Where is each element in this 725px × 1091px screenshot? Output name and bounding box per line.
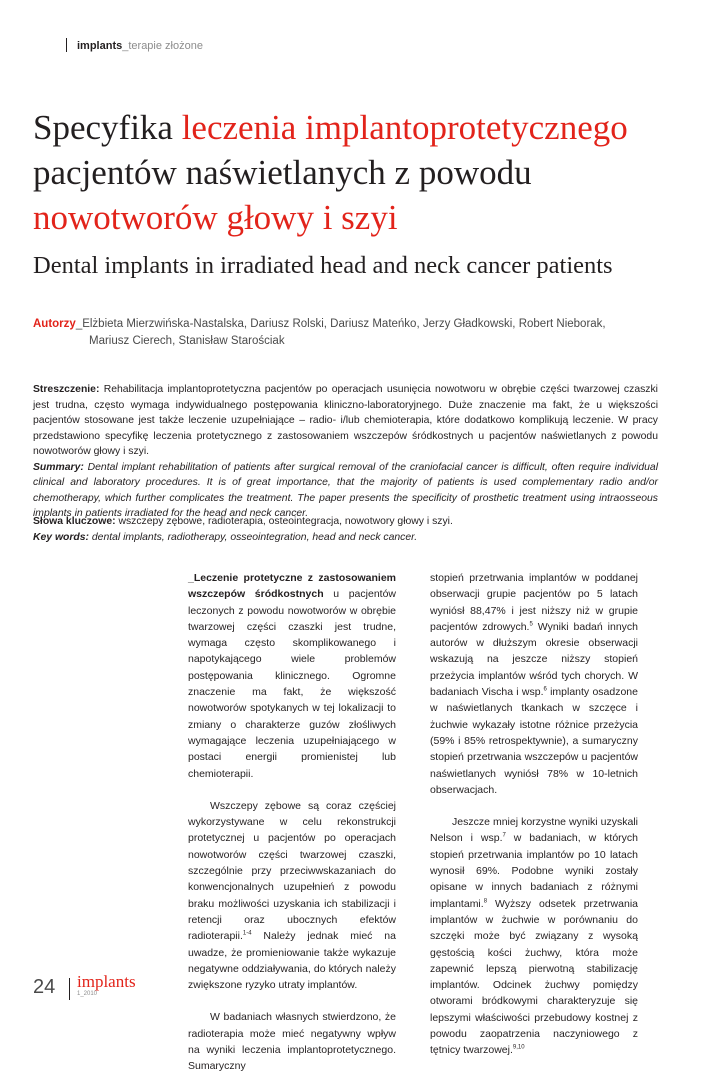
body-text: implanty osadzone w naświetlanych tkankach w szczęce i żuchwie wykazały istotne różnice przeżycia (59% i 85% retrospektywnie), a sumaryczny stopień przetrwania wszczepów u pacjentów naświetlanych wyniósł 78% w 10-letnich obserwacjach. [430,686,638,796]
abstract-en-text: Dental implant rehabilitation of patients after surgical removal of the craniofacial cancer is difficult, often require individual clinical and laboratory procedures. It is of great importance, that the majority of patients is used complementary radio and/or chemotherapy, which further complicates the treatment. The paper presents the specificity of prosthetic treatment using intraosseous implants in patients irradiated for the head and neck cancer. [33,461,658,519]
body-text: Wszczepy zębowe są coraz częściej wykorzystywane w celu rekonstrukcji protetycznej u pacjentów po operacjach nowotworów części twarzowej czaszki, szczególnie przy przeciwwskazaniach do konwencjonalnych uzupełnień z powodu braku możliwości uzyskania ich stabilizacji i retencji oraz ubocznych efektów radioterapii. [188,799,396,943]
citation: 5 [529,621,533,628]
body-text: Jeszcze mniej korzystne wyniki uzyskali Nelson i wsp. [430,816,638,845]
title-line3-red: nowotworów głowy i szyi [33,198,398,237]
body-text: stopień przetrwania implantów w poddanej obserwacji grupie pacjentów po 5 latach wyniósł 88,47% i jest niższy niż w grupie pacjentów zdrowych. [430,572,638,633]
body-paragraph [188,798,396,994]
authors-line1: _Elżbieta Mierzwińska-Nastalska, Dariusz Rolski, Dariusz Mateńko, Jerzy Gładkowski, Robert Nieborak, [75,318,606,330]
keywords-pl-text: wszczepy zębowe, radioterapia, osteointegracja, nowotwory głowy i szyi. [115,516,453,527]
page-number: 24 [33,976,56,998]
keywords-pl [33,514,673,530]
body-text: Wyższy odsetek przetrwania implantów w żuchwie w porównaniu do szczęki może być związany z wysoką gęstością kości żuchwy, która może zapewnić lepszą pierwotną stabilizację implantów. Odcinek żuchwy pomiędzy otworami bródkowymi charakteryzuje się lepszymi właściwości przebudowy kostnej z powodu zaopatrzenia naczyniowego z tętnicy twarzowej. [430,897,638,1057]
body-text: Wyniki badań innych autorów w dłuższym okresie obserwacji wskazują na jeszcze niższy stopień przeżycia implantów wśród tych chorych. W badaniach Vischa i wsp. [430,620,638,699]
keywords-en-text: dental implants, radiotherapy, osseointegration, head and neck cancer. [89,531,418,543]
title-line2: pacjentów naświetlanych z powodu [33,153,532,192]
citation: 7 [502,832,506,839]
abstract-en-label: Summary: [33,461,84,473]
body-paragraph [188,1009,396,1074]
keywords-en-label: Key words: [33,531,90,543]
body-text: W badaniach własnych stwierdzono, że radioterapia może mieć negatywny wpływ na wyniki leczenia implantoprotetycznego. Sumaryczny [188,1011,396,1073]
authors [33,316,673,350]
body-paragraph [430,570,638,798]
citation: 1-4 [242,930,252,937]
abstract-pl-text: Rehabilitacja implantoprotetyczna pacjentów po operacjach usunięcia nowotworu w obrębie części twarzowej czaszki jest trudna, często wymaga indywidualnego postępowania kliniczno-laboratoryjnego. Duże znaczenie ma fakt, że u większości pacjentów stosowane jest także leczenie uzupełniające – radio- i/lub chemioterapia, które dodatkowo komplikują leczenie. W pracy przedstawiono specyfikę leczenia protetycznego z zastosowaniem wszczepów śródkostnych u pacjentów naświetlanych z powodu nowotworów głowy i szyi. [33,384,658,457]
section-heading: _Leczenie protetyczne z zastosowaniem wszczepów śródkostnych [188,572,396,601]
journal-logo: implants [77,972,136,991]
header-subsection: _terapie złożone [122,40,203,52]
article-title [33,105,703,240]
abstract-pl-label: Streszczenie: [33,384,100,395]
keywords [33,514,673,545]
body-column-left [188,570,396,1091]
body-text: Należy jednak mieć na uwadze, że promieniowanie także wykazuje negatywne oddziaływania, do których należy zwiększone ryzyko utraty implantów. [188,930,396,992]
body-paragraph [188,570,396,782]
citation: 9,10 [512,1044,525,1051]
issue-number: 1_2010 [77,991,98,997]
abstract-pl [33,382,658,460]
footer-divider [69,978,70,1000]
body-text: w badaniach, w których stopień przetrwania implantów po 10 latach wynosił 69%. Podobne wyniki zostały opisane w innych badaniach z różnymi implantami. [430,832,638,910]
article-title-english: Dental implants in irradiated head and neck cancer patients [33,252,613,279]
citation: 8 [483,898,488,905]
citation: 6 [543,686,547,693]
abstract [33,382,658,522]
authors-label: Autorzy [33,318,76,330]
running-header [66,38,203,52]
abstract-en [33,460,658,522]
title-line1-black: Specyfika [33,108,182,147]
body-column-right [430,570,638,1075]
authors-line2: Mariusz Cierech, Stanisław Starościak [89,335,285,347]
header-section: implants [77,40,123,52]
keywords-en [33,530,673,546]
title-line1-red: leczenia implantoprotetycznego [181,108,628,147]
body-text: u pacjentów leczonych z powodu nowotworów w obrębie twarzowej części czaszki jest trudne, wymaga często skomplikowanego i napotykającego wiele problemów postępowania klinicznego. Ogromne znaczenie ma fakt, że większość nowotworów spotykanych w tej lokalizacji to zmiany o charakterze guzów złośliwych wymagające leczenia uzupełniającego w postaci energii promienistej lub chemioterapii. [188,588,396,780]
body-paragraph [430,814,638,1058]
header-divider [66,38,67,52]
keywords-pl-label: Słowa kluczowe: [33,516,116,527]
